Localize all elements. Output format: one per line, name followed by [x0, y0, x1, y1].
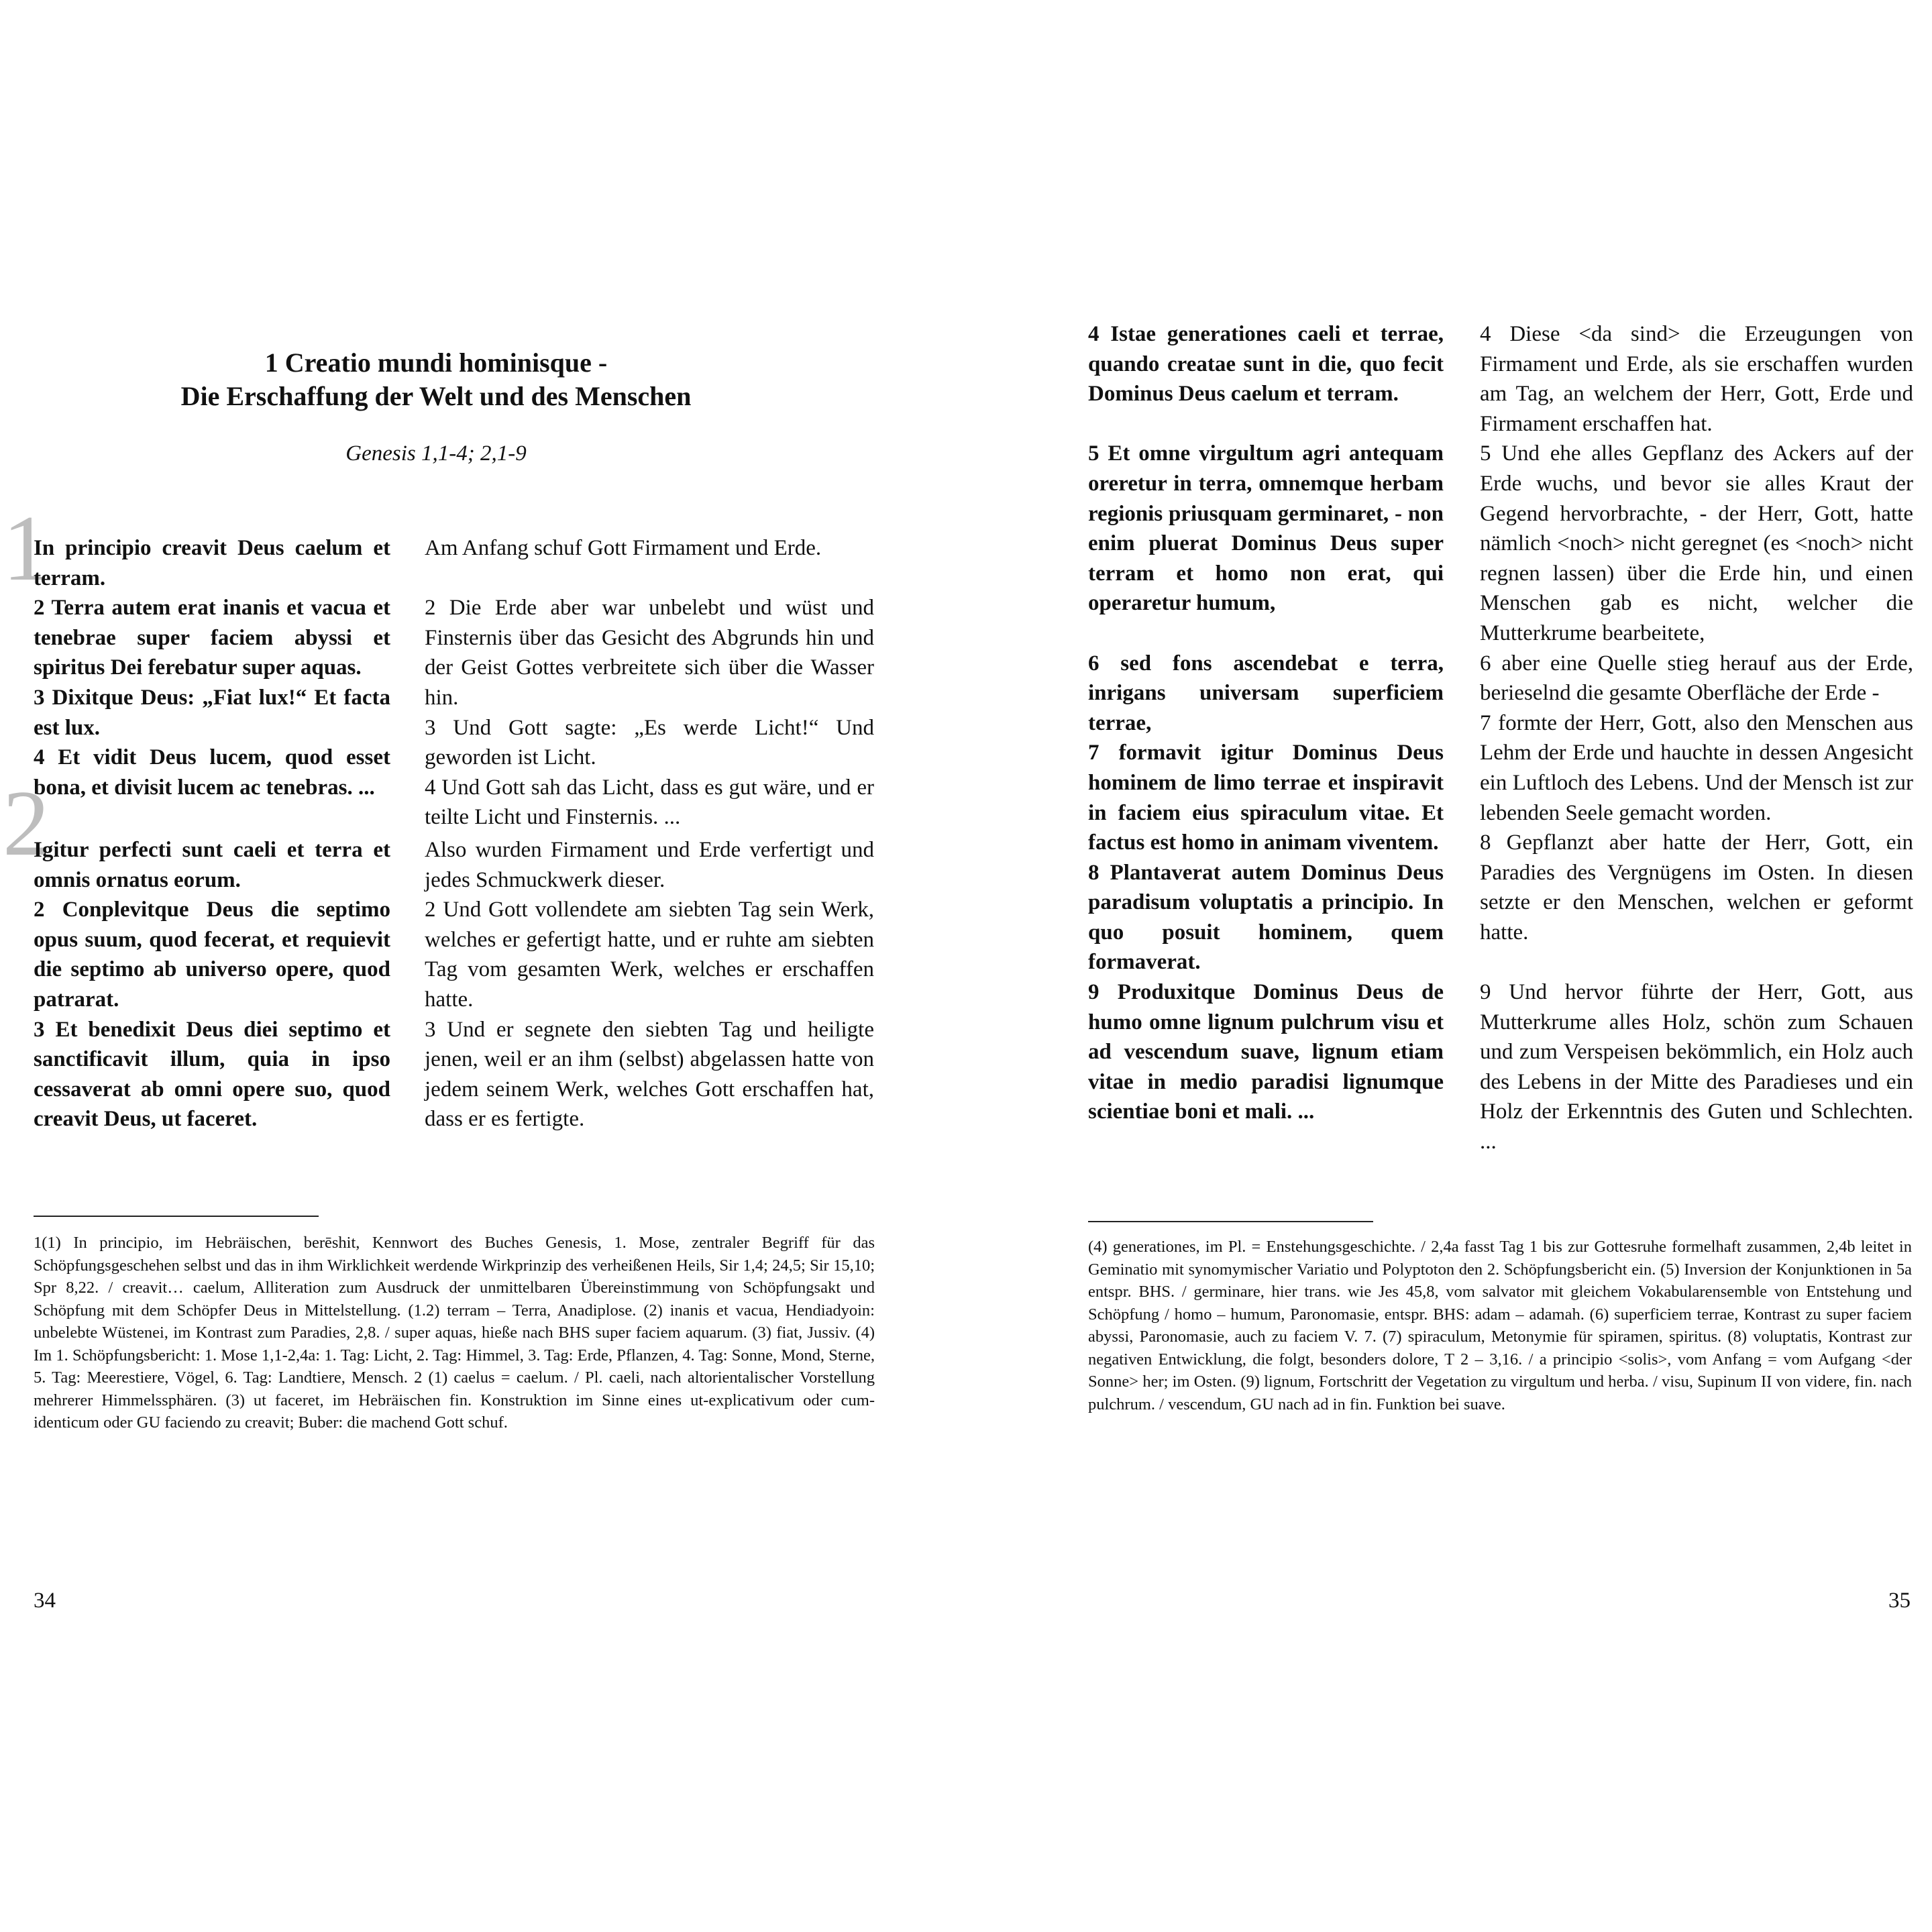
right-page — [966, 0, 1932, 1932]
latin-verse: 5 Et omne virgultum agri antequam oreretur in terra, omnemque herbam regionis priusquam germinaret, - non enim pluerat Dominus Deus super terram et homo non erat, qui operaretur humum, — [1088, 441, 1444, 616]
latin-verse: 3 Et benedixit Deus diei septimo et sanctificavit illum, quia in ipso cessaverat ab omni opere suo, quod creavit Deus, ut faceret. — [34, 1017, 390, 1132]
footnote-right: (4) generationes, im Pl. = Enstehungsgeschichte. / 2,4a fasst Tag 1 bis zur Gottesruhe formelhaft zusammen, 2,4b leitet in Geminatio mit synomymischer Variatio und Polyptoton den 2. Schöpfungsbericht ein. (5) Inversion der Konjunktionen in 5a entspr. BHS. / germinare, hier trans. wie Jes 45,8, vom salvator mit gleichem Vokabularensemble von Entstehung und Schöpfung / homo – humum, Paronomasie, entspr. BHS: adam – adamah. (6) superficiem terrae, Kontrast zu super faciem abyssi, Paronomasie, auch zu faciem V. 7. (7) spiraculum, Metonymie für spiramen, spiritus. (8) voluptatis, Kontrast zur negativen Entwicklung, die folgt, besonders dolore, T 2 – 3,16. / a principio <solis>, vom Anfang = vom Aufgang <der Sonne> her; im Osten. (9) lignum, Fortschritt der Vegetation zu virgultum und herba. / visu, Supinum II von videre, fin. nach pulchrum. / vescendum, GU nach ad in fin. Funktion bei suave. — [1088, 1238, 1912, 1413]
section-number-1: 1 — [3, 496, 50, 600]
german-verse: 5 Und ehe alles Gepflanz des Ackers auf der Erde wuchs, und bevor sie alles Kraut der Gegend hervorbrachte, - der Herr, Gott, hatte nämlich <noch> nicht geregnet (es <noch> nicht regnen lassen) über die Erde hin, und einen Menschen gab es nicht, welcher die Mutterkrume bearbeitete, — [1480, 441, 1913, 645]
latin-verse: 4 Et vidit Deus lucem, quod esset bona, et divisit lucem ac tenebras. ... — [34, 745, 390, 800]
german-verse: 8 Gepflanzt aber hatte der Herr, Gott, ein Paradies des Vergnügens im Osten. In diesen setzte er den Menschen, welchen er geformt hatte. — [1480, 830, 1913, 945]
latin-verse: 9 Produxitque Dominus Deus de humo omne lignum pulchrum visu et ad vescendum suave, lignum etiam vitae in medio paradisi lignumque scientiae boni et mali. ... — [1088, 980, 1444, 1124]
german-verse: 2 Und Gott vollendete am siebten Tag sein Werk, welches er gefertigt hatte, und er ruhte am siebten Tag vom gesamten Werk, welches er erschaffen hatte. — [425, 898, 874, 1012]
latin-verse: 4 Istae generationes caeli et terrae, quando creatae sunt in die, quo fecit Dominus Deus caelum et terram. — [1088, 322, 1444, 407]
page-number-right: 35 — [1888, 1589, 1911, 1613]
german-verse: 6 aber eine Quelle stieg herauf aus der Erde, berieselnd die gesamte Oberfläche der Erde - — [1480, 651, 1913, 706]
latin-verse: 7 formavit igitur Dominus Deus hominem de limo terrae et inspiravit in faciem eius spiraculum vitae. Et factus est homo in animam viventem. — [1088, 741, 1444, 855]
german-verse: 4 Und Gott sah das Licht, dass es gut wäre, und er teilte Licht und Finsternis. ... — [425, 775, 874, 830]
latin-column-section-1 — [34, 533, 390, 802]
latin-verse: 2 Conplevitque Deus die septimo opus suum, quod fecerat, et requievit die septimo ab universo opere, quod patrarat. — [34, 898, 390, 1012]
chapter-title-german: Die Erschaffung der Welt und des Menschen — [180, 381, 692, 411]
german-verse: 4 Diese <da sind> die Erzeugungen von Firmament und Erde, als sie erschaffen wurden am Tag, an welchem der Herr, Gott, Erde und Firmament erschaffen hat. — [1480, 322, 1913, 436]
chapter-title — [101, 346, 771, 413]
footnote-left: 1(1) In principio, im Hebräischen, berēshit, Kennwort des Buches Genesis, 1. Mose, zentraler Begriff für das Schöpfungsgeschehen selbst und das in ihm Wirklichkeit werdende Wirkprinzip des verheißenen Heils, Sir 1,4; 24,5; Sir 15,10; Spr 8,22. / creavit… caelum, Alliteration zum Ausdruck der unmittelbaren Übereinstimmung von Schöpfungsakt und Schöpfung mit dem Schöpfer Deus in Mittelstellung. (1.2) terram – Terra, Anadiplose. (2) inanis et vacua, Hendiadyoin: unbelebte Wüstenei, im Kontrast zum Paradies, 2,8. / super aquas, hieße nach BHS super faciem aquarum. (3) fiat, Jussiv. (4) Im 1. Schöpfungsbericht: 1. Mose 1,1-2,4a: 1. Tag: Licht, 2. Tag: Himmel, 3. Tag: Erde, Pflanzen, 4. Tag: Sonne, Mond, Sterne, 5. Tag: Meerestiere, Vögel, 6. Tag: Landtiere, Mensch. 2 (1) caelus = caelum. / Pl. caeli, nach altorientalischer Vorstellung mehrerer Himmelssphären. (3) ut faceret, im Hebräischen fin. Konstruktion im Sinne eines ut-explicativum oder cum-identicum oder GU faciendo zu creavit; Buber: die machend Gott schuf. — [34, 1234, 875, 1432]
latin-verse: 6 sed fons ascendebat e terra, inrigans universam superficiem terrae, — [1088, 651, 1444, 735]
latin-verse: 8 Plantaverat autem Dominus Deus paradisum voluptatis a principio. In quo posuit hominem, quem formaverat. — [1088, 860, 1444, 975]
latin-column-section-2 — [34, 835, 390, 1134]
page-number-left: 34 — [34, 1589, 56, 1613]
latin-verse: 2 Terra autem erat inanis et vacua et tenebrae super faciem abyssi et spiritus Dei ferebatur super aquas. — [34, 596, 390, 680]
section-number-2: 2 — [3, 771, 50, 875]
german-verse: 7 formte der Herr, Gott, also den Menschen aus Lehm der Erde und hauchte in dessen Angesicht ein Luftloch des Lebens. Und der Mensch ist zur lebenden Seele gemacht worden. — [1480, 710, 1913, 825]
german-verse: 9 Und hervor führte der Herr, Gott, aus Mutterkrume alles Holz, schön zum Schauen und zum Verspeisen bekömmlich, ein Holz auch des Lebens in der Mitte des Paradieses und ein Holz der Erkenntnis des Guten und Schlechten. ... — [1480, 980, 1913, 1155]
bible-reference: Genesis 1,1-4; 2,1-9 — [345, 441, 527, 466]
footnote-rule — [1088, 1221, 1373, 1222]
german-verse: Also wurden Firmament und Erde verfertigt und jedes Schmuckwerk dieser. — [425, 838, 874, 892]
footnote-rule — [34, 1216, 319, 1217]
german-column-right — [1480, 319, 1913, 1157]
german-verse: Am Anfang schuf Gott Firmament und Erde. — [425, 536, 822, 560]
latin-verse: 3 Dixitque Deus: „Fiat lux!“ Et facta est lux. — [34, 685, 390, 740]
german-column-section-2 — [425, 835, 874, 1134]
latin-column-right — [1088, 319, 1444, 1127]
german-verse: 3 Und Gott sagte: „Es werde Licht!“ Und geworden ist Licht. — [425, 715, 874, 770]
german-column-section-1 — [425, 533, 874, 833]
latin-verse: Igitur perfecti sunt caeli et terra et omnis ornatus eorum. — [34, 838, 390, 892]
latin-verse: In principio creavit Deus caelum et terram. — [34, 536, 390, 590]
german-verse: 2 Die Erde aber war unbelebt und wüst und Finsternis über das Gesicht des Abgrunds hin und der Geist Gottes verbreitete sich über die Wasser hin. — [425, 596, 874, 710]
german-verse: 3 Und er segnete den siebten Tag und heiligte jenen, weil er an ihm (selbst) abgelassen hatte von jedem seinem Werk, welches Gott erschaffen hat, dass er es fertigte. — [425, 1017, 874, 1132]
chapter-title-latin: 1 Creatio mundi hominisque - — [264, 347, 608, 378]
